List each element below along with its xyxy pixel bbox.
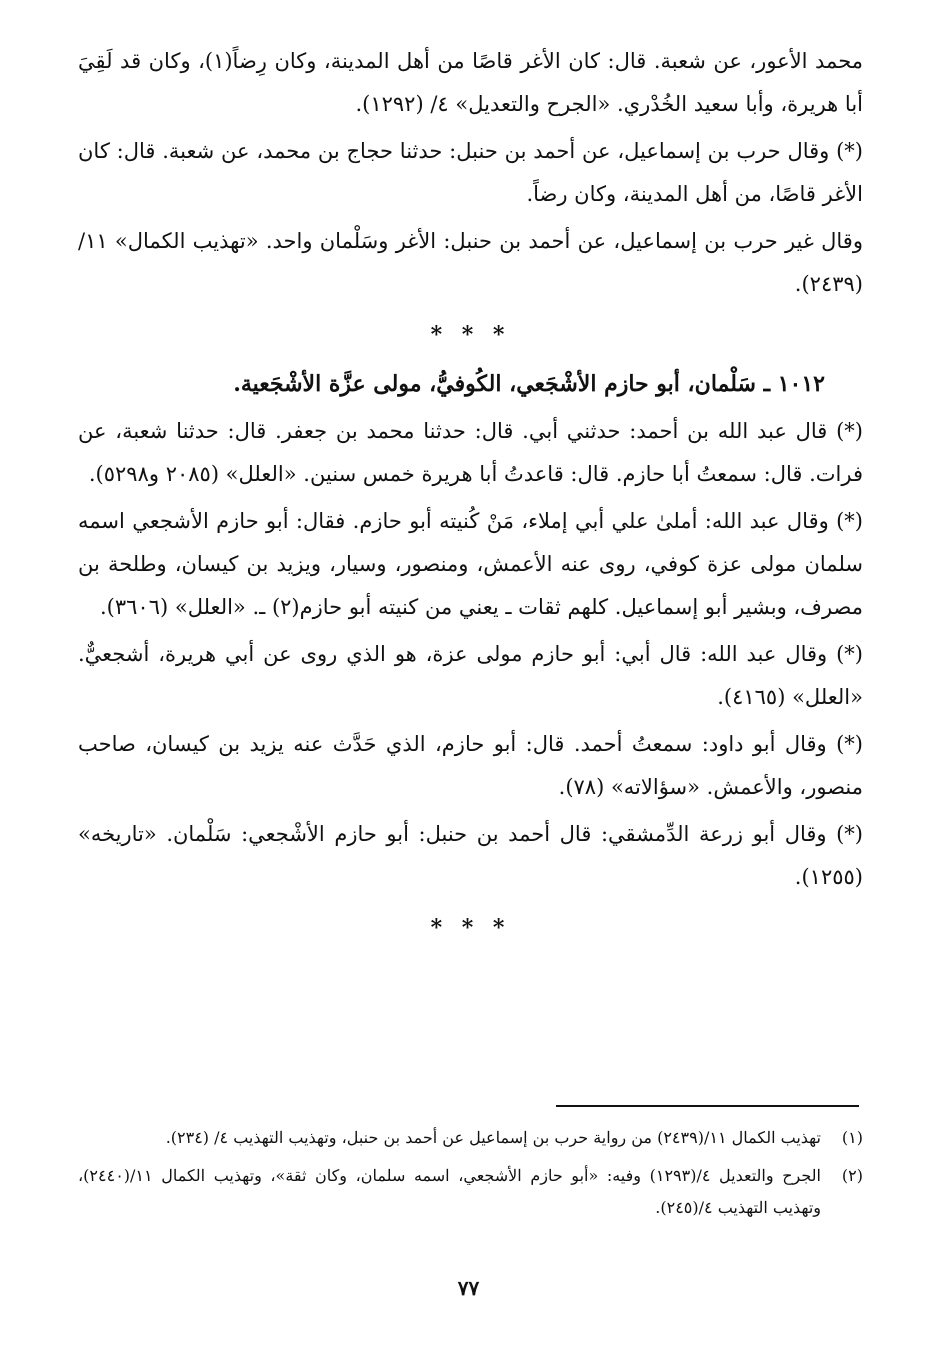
section-separator: * * *: [430, 322, 511, 348]
paragraph-abdullah-narration: (*) قال عبد الله بن أحمد: حدثني أبي. قال: حدثنا محمد بن جعفر. قال: حدثنا شعبة، عن فرات. قال: سمعتُ أبا حازم. قال: قاعدتُ أبا هريرة خمس سنين. «العلل» (٢٠٨٥ و٥٢٩٨).: [78, 419, 863, 486]
paragraph-abu-hazim-mawla: (*) وقال عبد الله: قال أبي: أبو حازم مولى عزة، هو الذي روى عن أبي هريرة، أشجعيٌّ. «العلل» (٤١٦٥).: [78, 642, 863, 709]
paragraph-dictation: (*) وقال عبد الله: أملىٰ علي أبي إملاء، مَنْ كُنيته أبو حازم. فقال: أبو حازم الأشجعي اسمه سلمان مولى عزة كوفي، روى عنه الأعمش، ومنصور، وسيار، ويزيد بن كيسان، وطلحة بن مصرف، وبشير أبو إسماعيل. كلهم ثقات ـ يعني من كنيته أبو حازم(٢) ـ. «العلل» (٣٦٠٦).: [78, 509, 863, 619]
section-separator-end: * * *: [430, 915, 511, 941]
entry-heading: ١٠١٢ ـ سَلْمان، أبو حازم الأشْجَعي، الكُوفيُّ، مولى عزَّة الأشْجَعية.: [233, 371, 825, 397]
paragraph-other-narration: وقال غير حرب بن إسماعيل، عن أحمد بن حنبل: الأغر وسَلْمان واحد. «تهذيب الكمال» ١١/ (٢٤٣٩).: [78, 229, 863, 296]
footnote-number: (١): [841, 1128, 863, 1147]
footnote-text: تهذيب الكمال ١١/(٢٤٣٩) من رواية حرب بن إسماعيل عن أحمد بن حنبل، وتهذيب التهذيب ٤/ (٢٣٤).: [165, 1128, 821, 1147]
paragraph-abu-zurah: (*) وقال أبو زرعة الدِّمشقي: قال أحمد بن حنبل: أبو حازم الأشْجعي: سَلْمان. «تاريخه» (١٢٥٥).: [78, 822, 863, 889]
paragraph-continuation: محمد الأعور، عن شعبة. قال: كان الأغر قاصًا من أهل المدينة، وكان رِضاً(١)، وكان قد لَقِيَ أبا هريرة، وأبا سعيد الخُدْري. «الجرح والتعديل» ٤/ (١٢٩٢).: [78, 49, 863, 116]
footnote-rule: [556, 1105, 859, 1107]
page-number: ٧٧: [457, 1276, 480, 1300]
page-body: [78, 40, 863, 955]
footnote-2: [78, 1160, 863, 1224]
paragraph-abu-dawud: (*) وقال أبو داود: سمعتُ أحمد. قال: أبو حازم، الذي حَدَّث عنه يزيد بن كيسان، صاحب منصور، والأعمش. «سؤالاته» (٧٨).: [78, 732, 863, 799]
footnote-1: [78, 1122, 863, 1154]
paragraph-harb-narration: (*) وقال حرب بن إسماعيل، عن أحمد بن حنبل: حدثنا حجاج بن محمد، عن شعبة. قال: كان الأغر قاصًا، من أهل المدينة، وكان رضاً.: [78, 139, 863, 206]
footnote-number: (٢): [841, 1166, 863, 1185]
footnotes: [78, 1122, 863, 1230]
footnote-text: الجرح والتعديل ٤/(١٢٩٣) وفيه: «أبو حازم الأشجعي، اسمه سلمان، وكان ثقة»، وتهذيب الكمال ١١/(٢٤٤٠)، وتهذيب التهذيب ٤/(٢٤٥).: [78, 1166, 821, 1217]
